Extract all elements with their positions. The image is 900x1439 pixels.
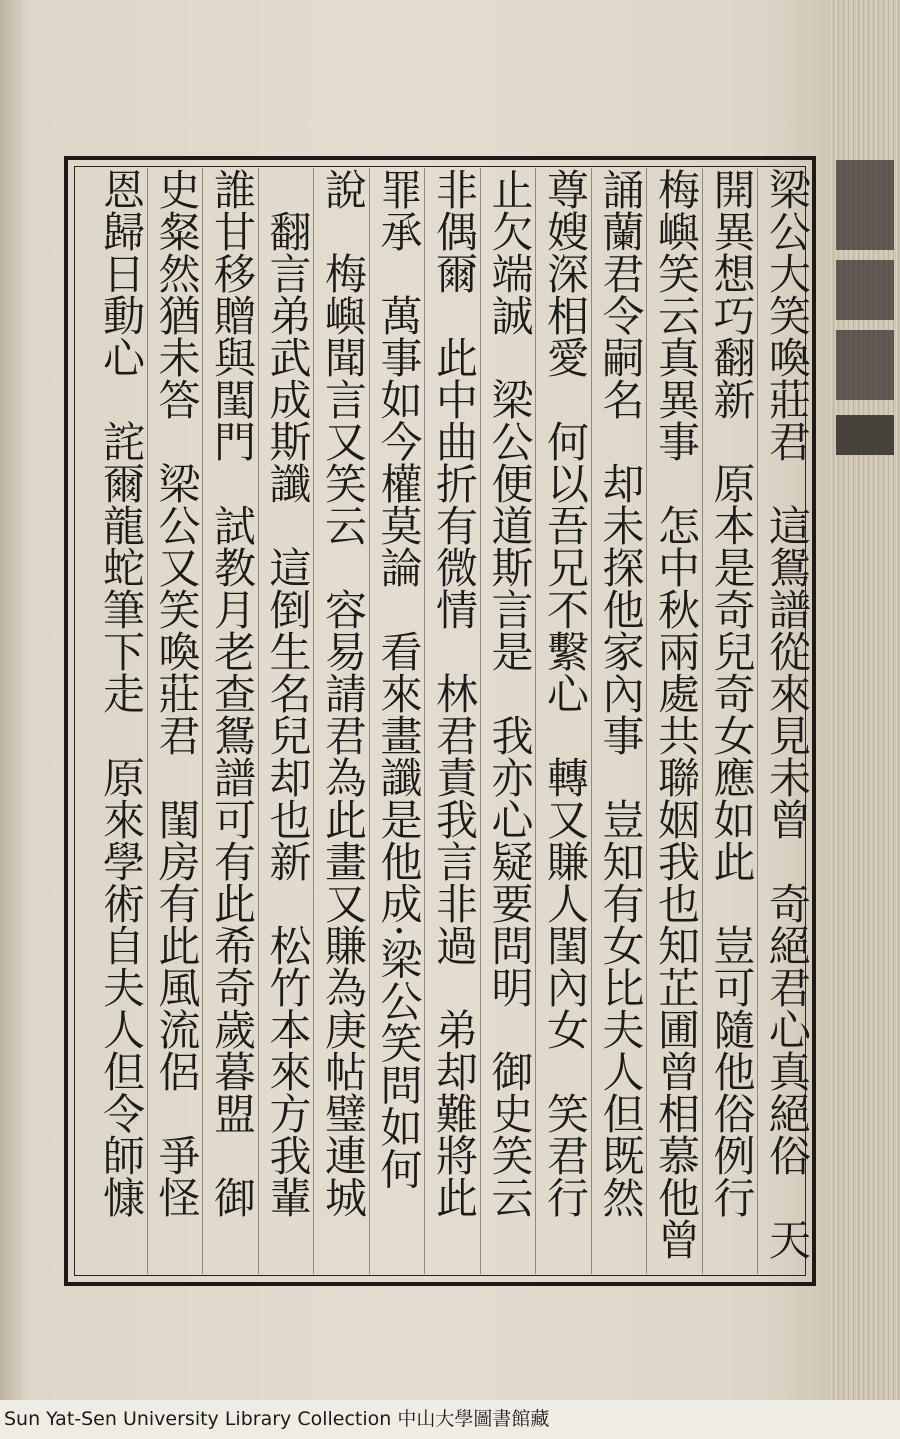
column-rule xyxy=(702,168,703,1274)
edge-ink-mark xyxy=(836,330,894,400)
column-rule xyxy=(147,168,148,1274)
text-column: 罪承 萬事如今權莫論 看來畫讖是他成·梁公笑問如何 xyxy=(374,168,424,1190)
book-fore-edge xyxy=(830,0,900,1439)
column-rule xyxy=(591,168,592,1274)
text-column: 止欠端誠 梁公便道斯言是 我亦心疑要問明 御史笑云 xyxy=(485,168,535,1218)
column-rule xyxy=(757,168,758,1274)
column-rule xyxy=(480,168,481,1274)
column-rule xyxy=(369,168,370,1274)
column-rule xyxy=(424,168,425,1274)
edge-ink-mark xyxy=(836,415,894,455)
edge-ink-mark xyxy=(836,260,894,320)
text-column: 梅嶼笑云真異事 怎中秋兩處共聯姻我也知芷圃曾相慕他曾 xyxy=(652,168,701,1260)
text-column: 誰甘移贈與閨門 試教月老查鴛譜可有此希奇歲暮盟 御 xyxy=(208,168,257,1218)
text-column: 梁公大笑喚莊君 這鴛譜從來見未曾 奇絕君心真絕俗 天 xyxy=(763,168,812,1260)
column-rule xyxy=(202,168,203,1274)
column-rule xyxy=(646,168,647,1274)
column-rule xyxy=(535,168,536,1274)
page-gutter xyxy=(0,0,22,1439)
edge-ink-mark xyxy=(836,160,894,250)
column-rule xyxy=(258,168,259,1274)
library-credit: Sun Yat-Sen University Library Collection 中山大學圖書館藏 xyxy=(0,1400,900,1439)
text-column: 開異想巧翻新 原本是奇兒奇女應如此 豈可隨他俗例行 xyxy=(707,168,757,1218)
text-column: 翻言弟武成斯讖 這倒生名兒却也新 松竹本來方我輩 xyxy=(263,168,313,1218)
column-rule xyxy=(313,168,314,1274)
text-column: 恩歸日動心 詫爾龍蛇筆下走 原來學術自夫人但令師慷 xyxy=(97,168,146,1218)
text-column: 說 梅嶼聞言又笑云 容易請君為此畫又賺為庚帖璧連城 xyxy=(319,168,368,1218)
text-column: 非偶爾 此中曲折有微情 林君責我言非過 弟却難將此 xyxy=(430,168,479,1218)
text-column: 誦蘭君令嗣名 却未探他家內事 豈知有女比夫人但既然 xyxy=(596,168,646,1218)
text-column: 尊嫂深相愛 何以吾兄不繫心 轉又賺人閨內女 笑君行 xyxy=(541,168,590,1218)
text-column: 史粲然猶未答 梁公又笑喚莊君 閨房有此風流侶 爭怪 xyxy=(152,168,202,1218)
